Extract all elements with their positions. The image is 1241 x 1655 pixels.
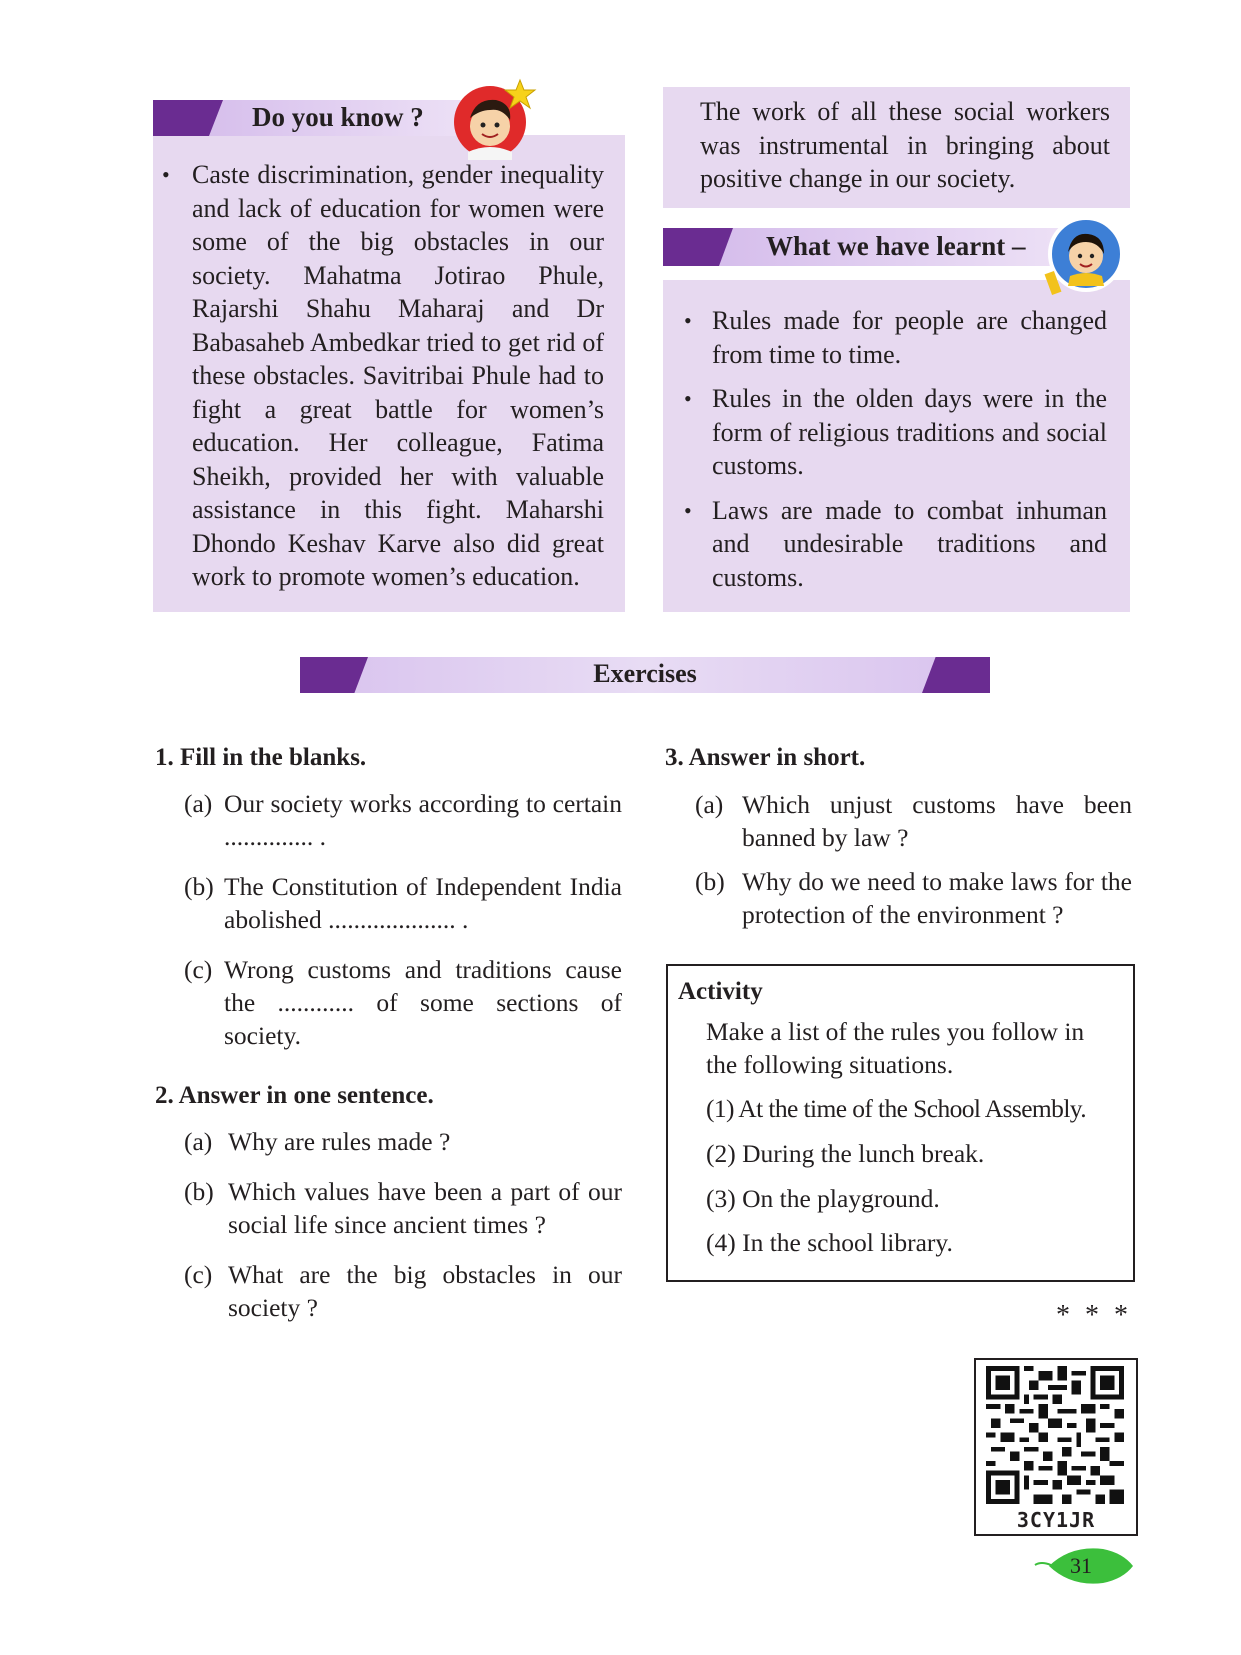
page-number: 31 <box>1070 1553 1092 1578</box>
bullet-icon: • <box>684 386 692 411</box>
do-you-know-text: • Caste discrimination, gender inequality and lack of education for women were some of the big obstacles in our society. Mahatma Jotirao Phule, Rajarshi Shahu Maharaj and Dr Babasaheb Ambedkar tried to get rid of these obstacles. Savitribai Phule had to fight a great battle for women’s education. Her colleague, Fatima Sheikh, provided her with valuable assistance in this fight. Maharshi Dhondo Keshav Karve also did great work to promote women’s education. <box>162 160 604 591</box>
q1-item-c <box>184 953 622 1052</box>
q2-item-text: Why are rules made ? <box>228 1127 451 1156</box>
q2-item-text: What are the big obstacles in our society ? <box>228 1260 622 1322</box>
q3-item-a <box>695 788 1132 854</box>
activity-item: (1) At the time of the School Assembly. <box>706 1094 1087 1123</box>
q3-item-b <box>695 865 1132 931</box>
q1-item-text: The Constitution of Independent India abolished .................... . <box>224 872 622 934</box>
q3-item-label: (b) <box>695 867 725 896</box>
q1-item-b <box>184 870 622 936</box>
cartoon-boy-icon <box>446 78 538 160</box>
q1-item-text: Wrong customs and traditions cause the ............ of some sections of society. <box>224 955 622 1050</box>
qr-code-frame[interactable] <box>974 1358 1138 1536</box>
learnt-item: • Rules in the olden days were in the form of religious traditions and social customs. <box>684 384 1107 480</box>
q1-item-text: Our society works according to certain .............. . <box>224 789 622 851</box>
learnt-list <box>684 304 1107 594</box>
bullet-icon: • <box>684 308 692 333</box>
learnt-heading: What we have learnt – <box>766 231 1026 261</box>
q3-item-text: Which unjust customs have been banned by law ? <box>742 790 1132 852</box>
q1-item-label: (b) <box>184 872 214 901</box>
learnt-item: • Rules made for people are changed from time to time. <box>684 306 1107 369</box>
activity-item: (3) On the playground. <box>706 1184 940 1213</box>
activity-title: Activity <box>678 978 763 1005</box>
q3-title: 3. Answer in short. <box>665 744 866 771</box>
end-marks: * * * <box>1056 1300 1132 1331</box>
q2-item-text: Which values have been a part of our social life since ancient times ? <box>228 1177 622 1239</box>
q3-item-label: (a) <box>695 790 724 819</box>
q1-title: 1. Fill in the blanks. <box>155 744 367 771</box>
bullet-icon: • <box>684 497 692 523</box>
q1-item-label: (a) <box>184 789 213 818</box>
q2-title: 2. Answer in one sentence. <box>155 1082 434 1109</box>
q2-item-label: (b) <box>184 1177 214 1206</box>
q1-item-label: (c) <box>184 955 213 984</box>
q1-item-a <box>184 787 622 853</box>
activity-item: (2) During the lunch break. <box>706 1139 985 1168</box>
continuation-text: The work of all these social workers was instrumental in bringing about positive change in our society. <box>700 97 1110 193</box>
qr-code-label: 3CY1JR <box>1016 1508 1096 1532</box>
q3-item-text: Why do we need to make laws for the protection of the environment ? <box>742 867 1132 929</box>
q2-item-a <box>184 1125 622 1158</box>
q2-item-b <box>184 1175 622 1241</box>
qr-code-icon <box>982 1366 1128 1504</box>
q2-item-c <box>184 1258 622 1324</box>
learnt-item: • Laws are made to combat inhuman and undesirable traditions and customs. <box>684 495 1107 592</box>
bullet-icon: • <box>162 162 170 187</box>
exercises-heading: Exercises <box>593 659 697 688</box>
do-you-know-heading: Do you know ? <box>252 102 424 132</box>
activity-intro: Make a list of the rules you follow in the following situations. <box>706 1017 1085 1079</box>
cartoon-girl-icon <box>1040 214 1130 298</box>
q2-item-label: (a) <box>184 1127 213 1156</box>
activity-item: (4) In the school library. <box>706 1228 953 1257</box>
q2-item-label: (c) <box>184 1260 213 1289</box>
